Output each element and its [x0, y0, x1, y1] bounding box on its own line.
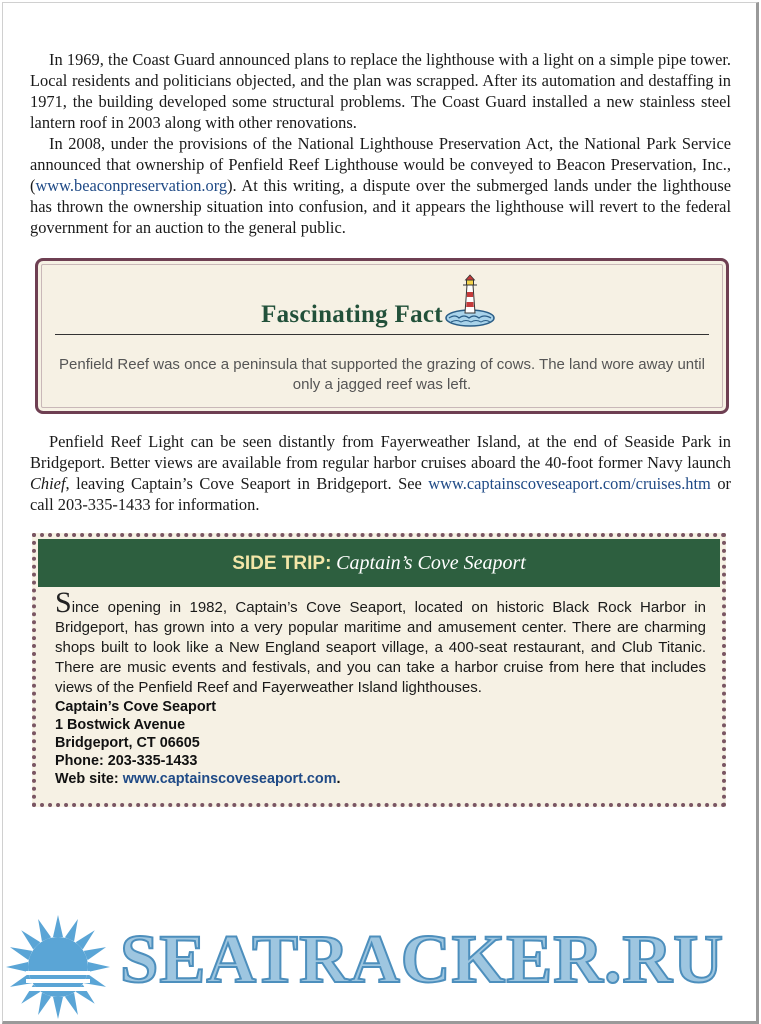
watermark-text: SEATRACKER.RU — [120, 921, 725, 997]
address-web: Web site: www.captainscoveseaport.com. — [55, 771, 341, 787]
address-phone: Phone: 203-335-1433 — [55, 753, 198, 769]
address-block — [55, 698, 706, 788]
address-street: 1 Bostwick Avenue — [55, 717, 186, 733]
fact-divider — [55, 334, 709, 335]
side-trip-title: Captain’s Cove Seaport — [336, 552, 526, 574]
side-trip-header — [38, 539, 720, 587]
fact-title: Fascinating Fact — [261, 301, 443, 328]
side-trip-description: Since opening in 1982, Captain’s Cove Seaport, located on historic Black Rock Harbor in Bridgeport, has grown into a very popular maritime and amusement center. There are charming shops built to look like a New England seaport village, a 400-seat restaurant, and Club Titanic. There are music events and festivals, and you can take a harbor cruise from here that includes views of the Penfield Reef and Fayerweather Island lighthouses. — [55, 586, 706, 696]
address-name: Captain’s Cove Seaport — [55, 699, 217, 715]
intro-text — [30, 49, 731, 238]
fact-text: Penfield Reef was once a peninsula that supported the grazing of cows. The land wore away until only a jagged reef was left. — [59, 356, 705, 393]
address-city: Bridgeport, CT 06605 — [55, 735, 200, 751]
beacon-preservation-link[interactable]: www.beaconpreservation.org — [35, 176, 228, 195]
lighthouse-icon — [443, 273, 497, 329]
side-trip-label: SIDE TRIP: — [232, 553, 332, 574]
side-trip-body — [55, 586, 706, 788]
paragraph-2008: In 2008, under the provisions of the National Lighthouse Preservation Act, the National Park Service announced that ownership of Penfield Reef Lighthouse would be conveyed to Beacon Preservation, Inc., (www.beaconpreservation.org). At this writing, a dispute over the submerged lands under the lighthouse has thrown the ownership situation into confusion, and it appears the lighthouse will revert to the federal government for an auction to the general public. — [30, 134, 731, 237]
seaport-website-link[interactable]: www.captainscoveseaport.com — [122, 771, 337, 787]
cruises-link[interactable]: www.captainscoveseaport.com/cruises.htm — [428, 474, 711, 493]
side-trip-box — [32, 533, 726, 807]
fascinating-fact-box — [35, 258, 729, 414]
viewing-text — [30, 431, 731, 515]
drop-cap: S — [55, 586, 72, 619]
paragraph-1969: In 1969, the Coast Guard announced plans to replace the lighthouse with a light on a simple pipe tower. Local residents and politicians objected, and the plan was scrapped. After its automation and destaffing in 1971, the building developed some structural problems. The Coast Guard installed a new stainless steel lantern roof in 2003 along with other renovations. — [30, 50, 731, 132]
paragraph-viewing: Penfield Reef Light can be seen distantly from Fayerweather Island, at the end of Seaside Park in Bridgeport. Better views are available from regular harbor cruises aboard the 40-foot former Navy launch Chief, leaving Captain’s Cove Seaport in Bridgeport. See www.captainscoveseaport.com/cruises.htm or call 203-335-1433 for information. — [30, 432, 731, 514]
